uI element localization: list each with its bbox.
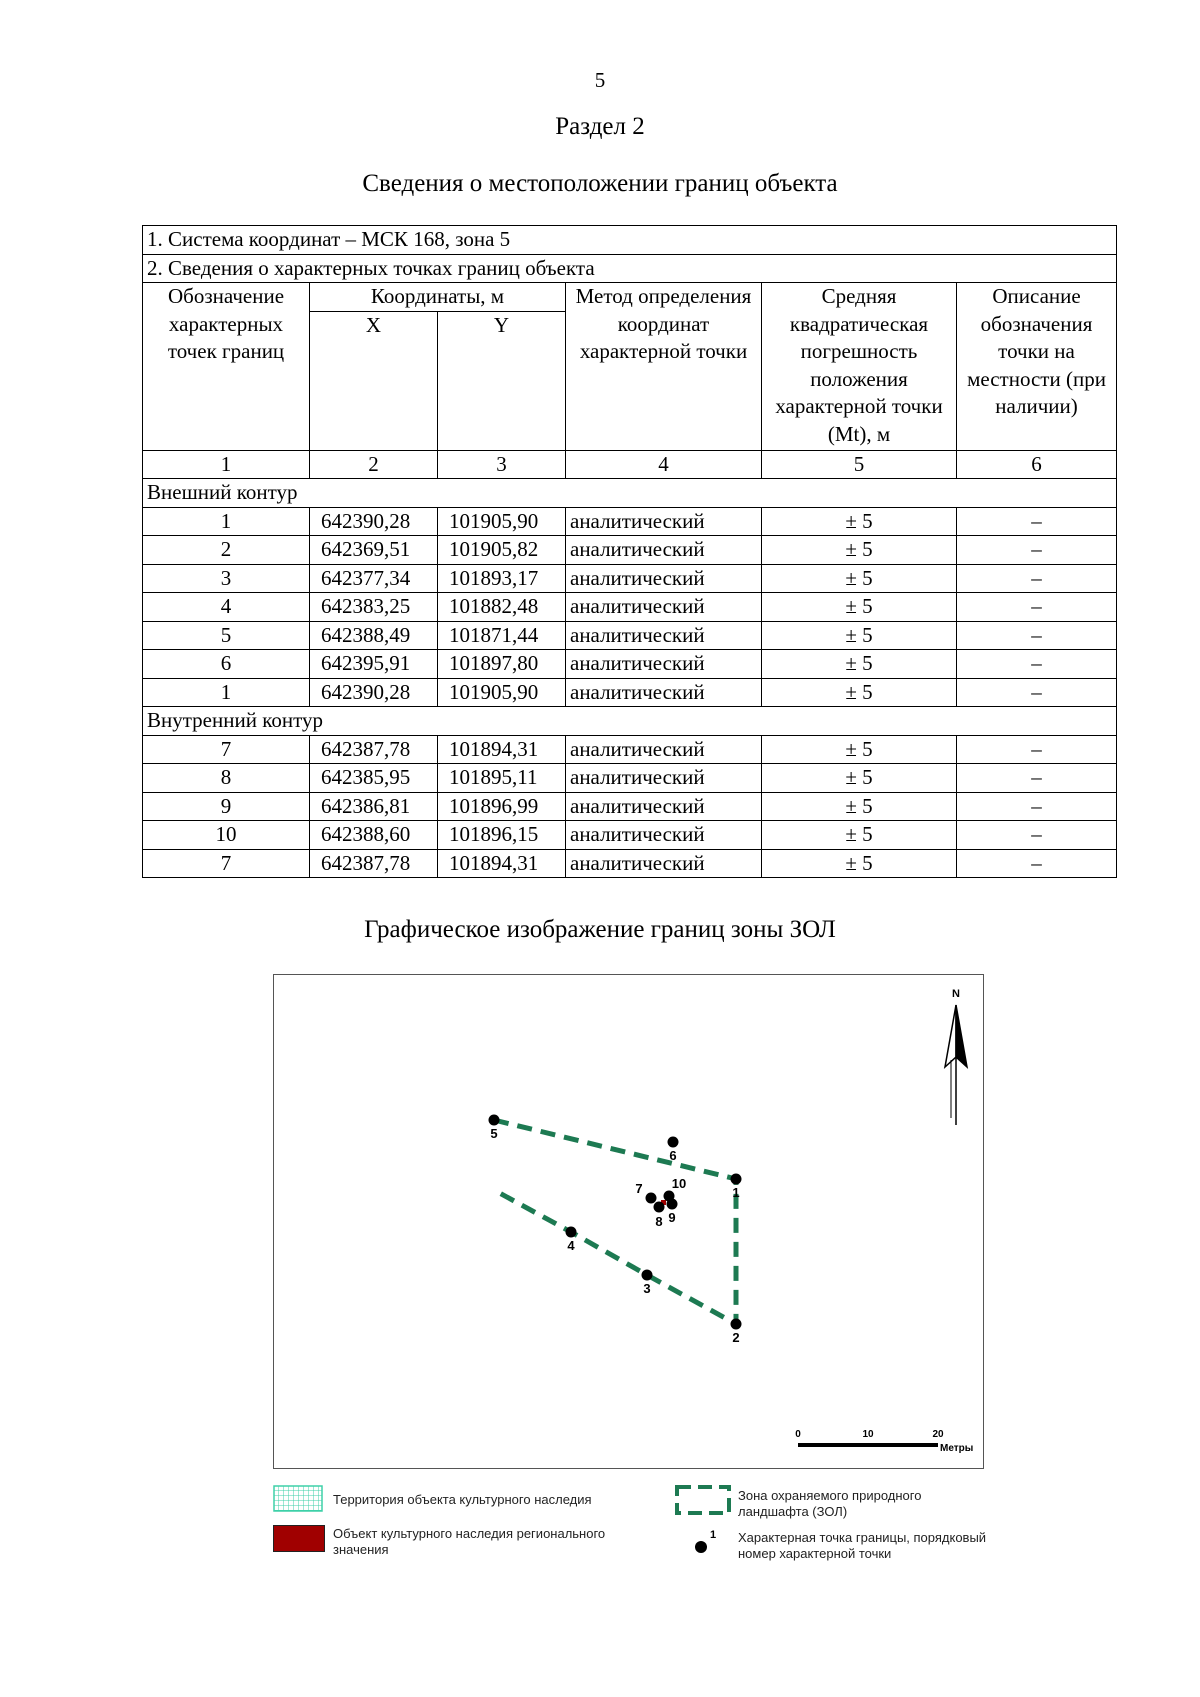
- boundary-point: [731, 1174, 742, 1185]
- y-coord-cell: 101882,48: [438, 593, 566, 622]
- header-row: [143, 283, 1117, 312]
- x-coord-cell: 642387,78: [310, 735, 438, 764]
- coordinate-system-cell: 1. Система координат – МСК 168, зона 5: [143, 226, 1117, 255]
- method-cell: аналитический: [566, 764, 762, 793]
- section-title: Раздел 2: [555, 113, 645, 140]
- method-cell: аналитический: [566, 621, 762, 650]
- description-cell: –: [957, 621, 1117, 650]
- point-label: 10: [671, 1176, 687, 1191]
- header-x: X: [310, 311, 438, 450]
- points-info-row: [143, 254, 1117, 283]
- svg-text:N: N: [952, 988, 960, 1000]
- column-number: 4: [566, 450, 762, 479]
- description-cell: –: [957, 650, 1117, 679]
- boundary-point: [642, 1270, 653, 1281]
- table-row: [143, 507, 1117, 536]
- x-coord-cell: 642385,95: [310, 764, 438, 793]
- point-id-cell: 1: [143, 678, 310, 707]
- north-arrow-icon: [945, 988, 967, 1125]
- svg-text:1: 1: [709, 1529, 717, 1541]
- table-row: [143, 735, 1117, 764]
- svg-text:10: 10: [862, 1429, 874, 1440]
- point-label: 5: [490, 1126, 498, 1141]
- point-label: 6: [669, 1148, 677, 1163]
- column-number: 6: [957, 450, 1117, 479]
- error-cell: ± 5: [762, 735, 957, 764]
- x-coord-cell: 642395,91: [310, 650, 438, 679]
- description-cell: –: [957, 678, 1117, 707]
- method-cell: аналитический: [566, 821, 762, 850]
- y-coord-cell: 101894,31: [438, 735, 566, 764]
- x-coord-cell: 642388,60: [310, 821, 438, 850]
- point-id-cell: 2: [143, 536, 310, 565]
- zone-map: [274, 975, 982, 1467]
- description-cell: –: [957, 735, 1117, 764]
- header-description: Описание обозначения точки на местности (при наличии): [957, 283, 1117, 451]
- header-error: Средняя квадратическая погрешность положения характерной точки (Mt), м: [762, 283, 957, 451]
- method-cell: аналитический: [566, 507, 762, 536]
- method-cell: аналитический: [566, 536, 762, 565]
- boundary-point: [668, 1137, 679, 1148]
- boundary-point: [646, 1193, 657, 1204]
- table-row: [143, 764, 1117, 793]
- table-row: [143, 849, 1117, 878]
- y-coord-cell: 101894,31: [438, 849, 566, 878]
- zone-swatch: [674, 1484, 734, 1516]
- method-cell: аналитический: [566, 650, 762, 679]
- y-coord-cell: 101895,11: [438, 764, 566, 793]
- point-label: 3: [643, 1281, 651, 1296]
- header-point: Обозначение характерных точек границ: [143, 283, 310, 451]
- svg-text:20: 20: [932, 1429, 944, 1440]
- legend-zone: Зона охраняемого природного ландшафта (ЗОЛ): [738, 1488, 922, 1519]
- description-cell: –: [957, 507, 1117, 536]
- point-id-cell: 1: [143, 507, 310, 536]
- point-id-cell: 6: [143, 650, 310, 679]
- page-number: 5: [594, 68, 606, 92]
- svg-text:0: 0: [795, 1429, 801, 1440]
- point-label: 9: [668, 1210, 676, 1225]
- table-row: [143, 821, 1117, 850]
- boundary-point: [566, 1227, 577, 1238]
- coordinate-system-row: [143, 226, 1117, 255]
- error-cell: ± 5: [762, 764, 957, 793]
- map-frame: [273, 974, 984, 1469]
- point-id-cell: 7: [143, 849, 310, 878]
- error-cell: ± 5: [762, 536, 957, 565]
- scale-bar: [795, 1429, 973, 1454]
- y-coord-cell: 101905,90: [438, 507, 566, 536]
- method-cell: аналитический: [566, 564, 762, 593]
- heritage-territory-swatch: [273, 1485, 323, 1513]
- table-row: [143, 678, 1117, 707]
- boundary-point: [664, 1191, 675, 1202]
- table-row: [143, 564, 1117, 593]
- error-cell: ± 5: [762, 507, 957, 536]
- method-cell: аналитический: [566, 593, 762, 622]
- point-label: 8: [655, 1214, 663, 1229]
- point-id-cell: 4: [143, 593, 310, 622]
- legend-point: Характерная точка границы, порядковый номер характерной точки: [738, 1530, 987, 1561]
- outer-contour-row: [143, 479, 1117, 508]
- column-number: 2: [310, 450, 438, 479]
- y-coord-cell: 101871,44: [438, 621, 566, 650]
- description-cell: –: [957, 792, 1117, 821]
- column-number: 1: [143, 450, 310, 479]
- svg-text:Метры: Метры: [940, 1443, 974, 1454]
- point-label: 2: [732, 1330, 740, 1345]
- x-coord-cell: 642387,78: [310, 849, 438, 878]
- x-coord-cell: 642377,34: [310, 564, 438, 593]
- table-row: [143, 593, 1117, 622]
- method-cell: аналитический: [566, 735, 762, 764]
- method-cell: аналитический: [566, 849, 762, 878]
- outer-contour-row-label: Внешний контур: [143, 479, 1117, 508]
- outer-contour: [493, 1120, 736, 1324]
- error-cell: ± 5: [762, 792, 957, 821]
- x-coord-cell: 642390,28: [310, 507, 438, 536]
- coordinates-table: [142, 225, 1117, 878]
- error-cell: ± 5: [762, 593, 957, 622]
- column-numbers-row: [143, 450, 1117, 479]
- point-label: 4: [567, 1238, 575, 1253]
- error-cell: ± 5: [762, 650, 957, 679]
- header-coords: Координаты, м: [310, 283, 566, 312]
- x-coord-cell: 642386,81: [310, 792, 438, 821]
- heritage-object-swatch: [273, 1525, 325, 1552]
- x-coord-cell: 642383,25: [310, 593, 438, 622]
- description-cell: –: [957, 536, 1117, 565]
- error-cell: ± 5: [762, 821, 957, 850]
- error-cell: ± 5: [762, 678, 957, 707]
- boundary-point: [654, 1202, 665, 1213]
- y-coord-cell: 101905,90: [438, 678, 566, 707]
- description-cell: –: [957, 564, 1117, 593]
- inner-contour-row-label: Внутренний контур: [143, 707, 1117, 736]
- column-number: 5: [762, 450, 957, 479]
- column-number: 3: [438, 450, 566, 479]
- y-coord-cell: 101896,15: [438, 821, 566, 850]
- y-coord-cell: 101896,99: [438, 792, 566, 821]
- point-id-cell: 9: [143, 792, 310, 821]
- document-heading: Сведения о местоположении границ объекта: [362, 170, 838, 197]
- x-coord-cell: 642390,28: [310, 678, 438, 707]
- method-cell: аналитический: [566, 678, 762, 707]
- point-id-cell: 3: [143, 564, 310, 593]
- header-method: Метод определения координат характерной точки: [566, 283, 762, 451]
- point-label: 1: [732, 1185, 740, 1200]
- description-cell: –: [957, 764, 1117, 793]
- inner-contour-row: [143, 707, 1117, 736]
- y-coord-cell: 101905,82: [438, 536, 566, 565]
- x-coord-cell: 642369,51: [310, 536, 438, 565]
- error-cell: ± 5: [762, 564, 957, 593]
- characteristic-point-icon: [690, 1526, 720, 1556]
- point-label: 7: [635, 1181, 643, 1196]
- map-heading: Графическое изображение границ зоны ЗОЛ: [364, 916, 836, 943]
- header-y: Y: [438, 311, 566, 450]
- legend-heritage-territory: Территория объекта культурного наследия: [333, 1492, 592, 1507]
- table-row: [143, 536, 1117, 565]
- description-cell: –: [957, 821, 1117, 850]
- table-row: [143, 650, 1117, 679]
- point-id-cell: 5: [143, 621, 310, 650]
- boundary-point: [731, 1319, 742, 1330]
- table-row: [143, 621, 1117, 650]
- error-cell: ± 5: [762, 621, 957, 650]
- legend-heritage-object: Объект культурного наследия регионального значения: [333, 1526, 606, 1557]
- table-row: [143, 792, 1117, 821]
- x-coord-cell: 642388,49: [310, 621, 438, 650]
- point-id-cell: 7: [143, 735, 310, 764]
- method-cell: аналитический: [566, 792, 762, 821]
- point-id-cell: 10: [143, 821, 310, 850]
- y-coord-cell: 101897,80: [438, 650, 566, 679]
- points-info-cell: 2. Сведения о характерных точках границ объекта: [143, 254, 1117, 283]
- error-cell: ± 5: [762, 849, 957, 878]
- y-coord-cell: 101893,17: [438, 564, 566, 593]
- boundary-point: [489, 1115, 500, 1126]
- description-cell: –: [957, 593, 1117, 622]
- description-cell: –: [957, 849, 1117, 878]
- point-id-cell: 8: [143, 764, 310, 793]
